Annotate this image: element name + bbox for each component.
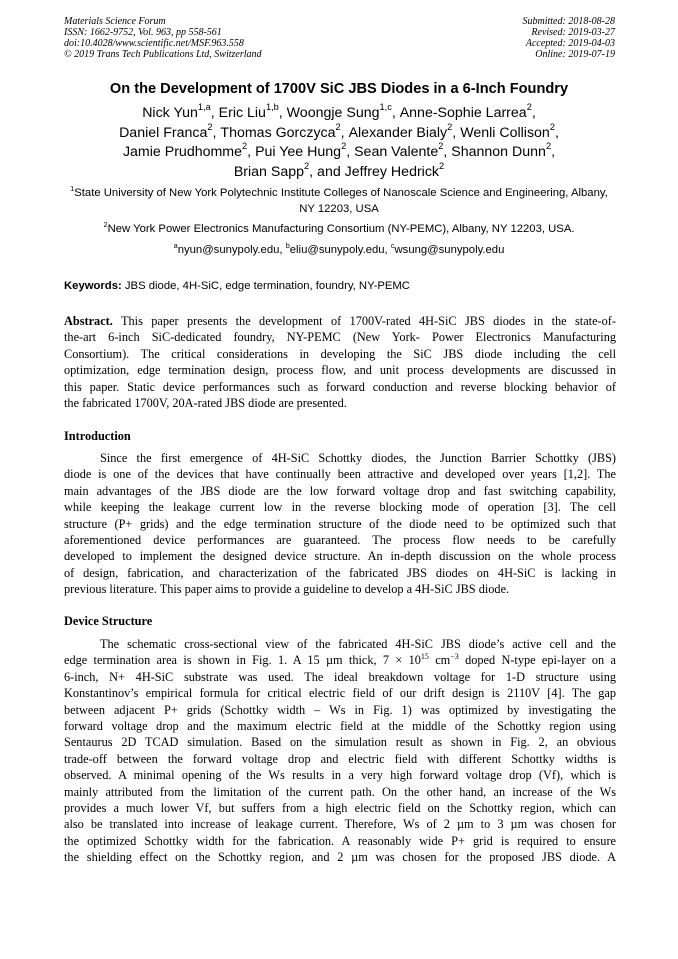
- journal-doi: doi:10.4028/www.scientific.net/MSF.963.558: [64, 38, 244, 49]
- text-line: provides a much lower Vf, but suffers from a high electric field on the Schottky region, which can: [64, 801, 616, 816]
- text-line: the shielding effect on the Schottky region, and 2 µm was chosen for the proposed JBS diode. A: [64, 850, 616, 865]
- abstract-line: the-art 6-inch SiC-dedicated foundry, NY-PEMC (New York- Power Electronics Manufacturing: [64, 330, 616, 345]
- text-line: while keeping the leakage current low in the reverse blocking mode of operation [3]. The cell: [64, 500, 616, 515]
- section-heading-device-structure: Device Structure: [64, 614, 153, 628]
- author: Anne-Sophie Larrea$^2$,: [399, 102, 536, 121]
- text-line: forward voltage drop and the maximum electric field at the middle of the Schottky region using: [64, 719, 616, 734]
- text-line: trade-off between the forward voltage drop and electric field with different Schottky widths is: [64, 751, 616, 766]
- abstract-line: this paper. Static device performances such as forward conduction and reverse blocking behavior of: [64, 379, 616, 394]
- abstract-line: Consortium). The critical considerations in developing the SiC JBS diode including the cell: [64, 346, 616, 361]
- author: Eric Liu$^{1,b}$,: [218, 102, 287, 121]
- text-line: the optimized Schottky width for the fabrication. A reasonably wide P+ grid is required to ensure: [64, 833, 616, 848]
- author-list: [70, 104, 608, 182]
- author: Brian Sapp$^2$, and: [233, 160, 345, 180]
- author: Alexander Bialy$^2$,: [348, 121, 461, 141]
- journal-name: Materials Science Forum: [64, 16, 166, 27]
- author: Pui Yee Hung$^2$,: [255, 141, 355, 160]
- text-line: also be translated into increase of leakage current. Therefore, Ws of 2 µm to 3 µm was chosen for: [64, 817, 616, 832]
- text-line: between adjacent P+ grids (Schottky width – Ws in Fig. 1) was optimized by investigating the: [64, 702, 616, 717]
- text-line: The schematic cross-sectional view of the fabricated 4H-SiC JBS diode’s active cell and the: [100, 637, 616, 651]
- affiliation-1: $^1$State University of New York Polytechnic Institute Colleges of Nanoscale Science and Engineering, Albany, NY 12203, USA: [70, 183, 608, 215]
- text-line: 6-inch, N+ 4H-SiC substrate was used. The ideal breakdown voltage for 1-D structure using: [64, 669, 616, 684]
- text-line: Sentaurus 2D TCAD simulation. Based on the simulation result as shown in Fig. 2, an obvious: [64, 735, 616, 750]
- text-line: structure (P+ grids) and the edge termination structure of the diode need to be optimized such that: [64, 516, 616, 531]
- keywords-label: Keywords:: [64, 280, 122, 292]
- text-line: previous literature. This paper aims to provide a guideline to develop a 4H-SiC JBS diode.: [64, 582, 510, 597]
- keywords-text: JBS diode, 4H-SiC, edge termination, foundry, NY-PEMC: [121, 280, 410, 292]
- section-heading-introduction: Introduction: [64, 429, 131, 443]
- date-revised: Revised: 2019-03-27: [531, 27, 615, 38]
- date-accepted: Accepted: 2019-04-03: [525, 38, 615, 49]
- journal-issn: ISSN: 1662-9752, Vol. 963, pp 558-561: [64, 27, 222, 38]
- journal-header-left: [64, 16, 262, 60]
- device-structure-body: [64, 636, 616, 866]
- author: Thomas Gorczyca$^2$,: [220, 121, 349, 141]
- date-online: Online: 2019-07-19: [535, 49, 615, 60]
- text-line: diode is one of the devices that have continually been attractive and developed over years [1,2]. The: [64, 467, 616, 482]
- email-link[interactable]: eliu@sunypoly.edu,: [289, 244, 391, 256]
- author: Jeffrey Hedrick$^2$: [344, 160, 445, 180]
- journal-header-right: [523, 16, 616, 60]
- abstract: [64, 313, 616, 411]
- journal-copyright: © 2019 Trans Tech Publications Ltd, Switzerland: [64, 49, 262, 60]
- author: Sean Valente$^2$,: [354, 141, 452, 160]
- text-line: Since the first emergence of 4H-SiC Schottky diodes, the Junction Barrier Schottky (JBS): [100, 451, 616, 465]
- author: Nick Yun$^{1,a}$,: [142, 102, 219, 121]
- text-line: observed. A minimal opening of the Ws results in a very high forward voltage drop (Vf), which is: [64, 768, 616, 783]
- author: Woongje Sung$^{1,c}$,: [286, 102, 400, 121]
- text-line: aforementioned device performances are guaranteed. The process flow needs to be carefully: [64, 533, 616, 548]
- author-emails: $^a$nyun@sunypoly.edu, $^b$eliu@sunypoly.edu, $^c$wsung@sunypoly.edu: [173, 240, 505, 256]
- introduction-body: [64, 450, 616, 598]
- author: Shannon Dunn$^2$,: [451, 141, 556, 160]
- abstract-line: Abstract. This paper presents the development of 1700V-rated 4H-SiC JBS diodes in the state-of-: [64, 314, 616, 328]
- text-line: main advantages of the JBS diode are the low forward voltage drop and fast switching capability,: [64, 483, 616, 498]
- text-line: edge termination area is shown in Fig. 1. A 15 µm thick, $7 \times 10^{15}$ $cm^{-3}$ doped N-type epi-layer on a: [64, 651, 616, 668]
- keywords: [64, 279, 616, 294]
- text-line: of design, fabrication, and characterization of the fabricated JBS diodes on 4H-SiC is lacking in: [64, 565, 616, 580]
- affiliation-2: $^2$New York Power Electronics Manufacturing Consortium (NY-PEMC), Albany, NY 12203, USA.: [103, 219, 575, 235]
- author: Daniel Franca$^2$,: [119, 121, 221, 141]
- paper-title: On the Development of 1700V SiC JBS Diodes in a 6-Inch Foundry: [109, 81, 569, 97]
- text-line: developed to implement the designed device structure. An in-depth discussion on the whole process: [64, 549, 616, 564]
- author: Jamie Prudhomme$^2$,: [122, 141, 256, 160]
- text-line: Konstantinov’s empirical formula for critical electric field of our drift design is 2110V [4]. The gap: [64, 686, 616, 701]
- email-link[interactable]: nyun@sunypoly.edu,: [177, 244, 286, 256]
- text-line: mainly attributed from the limitation of the current path. On the other hand, an increase of the Ws: [64, 784, 616, 799]
- date-submitted: Submitted: 2018-08-28: [522, 16, 615, 27]
- author: Wenli Collison$^2$,: [460, 121, 559, 141]
- email-link[interactable]: wsung@sunypoly.edu: [394, 244, 505, 256]
- abstract-line: optimization, edge termination design, process flow, and unit process developments are discussed in: [64, 363, 616, 378]
- abstract-line: the fabricated 1700V, 20A-rated JBS diode are presented.: [64, 396, 347, 411]
